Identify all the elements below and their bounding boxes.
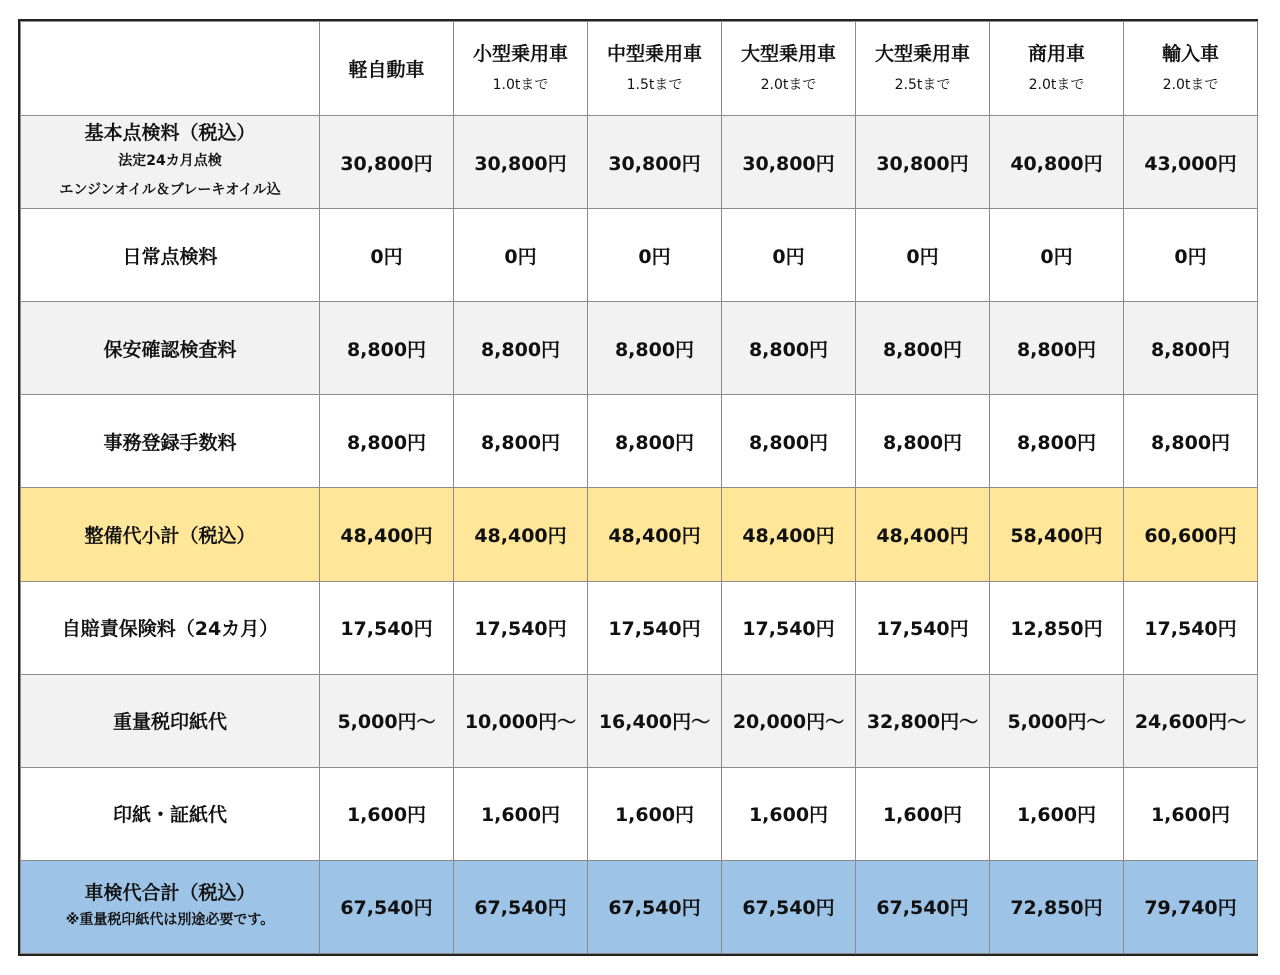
- price-cell: 58,400円: [990, 488, 1124, 581]
- column-header-imported: [1124, 22, 1258, 116]
- price-cell: 8,800円: [722, 395, 856, 488]
- row-label: 日常点検料: [21, 209, 320, 302]
- price-cell: 8,800円: [1124, 395, 1258, 488]
- price-cell: 0円: [722, 209, 856, 302]
- column-header-label: 大型乗用車: [874, 42, 970, 65]
- row-label: 重量税印紙代: [21, 674, 320, 767]
- price-cell: 1,600円: [990, 767, 1124, 860]
- price-cell: 67,540円: [856, 860, 990, 953]
- row-label: 保安確認検査料: [21, 302, 320, 395]
- price-cell: 48,400円: [454, 488, 588, 581]
- price-cell: 0円: [320, 209, 454, 302]
- price-cell: 8,800円: [454, 395, 588, 488]
- inspection-price-table: [20, 21, 1258, 954]
- price-cell: 8,800円: [990, 395, 1124, 488]
- price-cell: 67,540円: [320, 860, 454, 953]
- price-cell: 67,540円: [588, 860, 722, 953]
- column-header-weight: 2.5tまで: [894, 76, 951, 93]
- price-cell: 0円: [1124, 209, 1258, 302]
- row-label-note: ※重量税印紙代は別途必要です。: [65, 911, 275, 928]
- column-header-small: [454, 22, 588, 116]
- price-cell: 48,400円: [320, 488, 454, 581]
- column-header-large-2-5t: [856, 22, 990, 116]
- column-header-label: 輸入車: [1161, 42, 1219, 65]
- price-cell: 0円: [454, 209, 588, 302]
- column-header-weight: 2.0tまで: [1028, 76, 1085, 93]
- row-label: 印紙・証紙代: [21, 767, 320, 860]
- price-cell: 17,540円: [320, 581, 454, 674]
- price-cell: 0円: [990, 209, 1124, 302]
- table-row-stamp-fee: [21, 767, 1258, 860]
- price-cell: 30,800円: [320, 116, 454, 209]
- price-cell: 1,600円: [856, 767, 990, 860]
- row-label-cell: [21, 860, 320, 953]
- table-row-daily-inspection: [21, 209, 1258, 302]
- price-cell: 1,600円: [454, 767, 588, 860]
- table-header-row: [21, 22, 1258, 116]
- price-cell: 17,540円: [856, 581, 990, 674]
- price-cell: 0円: [856, 209, 990, 302]
- price-cell: 8,800円: [856, 302, 990, 395]
- price-cell: 0円: [588, 209, 722, 302]
- column-header-label: 大型乗用車: [740, 42, 836, 65]
- column-header-label: 商用車: [1027, 42, 1085, 65]
- price-cell: 30,800円: [722, 116, 856, 209]
- price-cell: 43,000円: [1124, 116, 1258, 209]
- column-header-weight: 2.0tまで: [760, 76, 817, 93]
- price-cell: 48,400円: [856, 488, 990, 581]
- row-label-sub: 法定24カ月点検: [118, 153, 222, 170]
- price-cell: 16,400円～: [588, 674, 722, 767]
- column-header-label: 小型乗用車: [472, 42, 568, 65]
- table-row-liability-insurance: [21, 581, 1258, 674]
- row-label: 事務登録手数料: [21, 395, 320, 488]
- price-cell: 17,540円: [722, 581, 856, 674]
- column-header-kei: [320, 22, 454, 116]
- price-cell: 20,000円～: [722, 674, 856, 767]
- column-header-weight: 1.0tまで: [492, 76, 549, 93]
- column-header-label: 軽自動車: [348, 59, 425, 82]
- row-label: 車検代合計（税込）: [84, 881, 256, 904]
- price-cell: 8,800円: [722, 302, 856, 395]
- column-header-weight: 1.5tまで: [626, 76, 683, 93]
- price-cell: 32,800円～: [856, 674, 990, 767]
- price-cell: 30,800円: [454, 116, 588, 209]
- table-row-basic-inspection: [21, 116, 1258, 209]
- price-cell: 79,740円: [1124, 860, 1258, 953]
- price-cell: 72,850円: [990, 860, 1124, 953]
- column-header-weight: 2.0tまで: [1162, 76, 1219, 93]
- table-row-safety-check: [21, 302, 1258, 395]
- row-label: 自賠責保険料（24カ月）: [21, 581, 320, 674]
- price-cell: 1,600円: [722, 767, 856, 860]
- price-cell: 10,000円～: [454, 674, 588, 767]
- header-corner-cell: [21, 22, 320, 116]
- table-row-inspection-total: [21, 860, 1258, 953]
- price-cell: 8,800円: [856, 395, 990, 488]
- column-header-commercial: [990, 22, 1124, 116]
- price-table-container: [18, 19, 1258, 956]
- price-cell: 60,600円: [1124, 488, 1258, 581]
- price-cell: 8,800円: [588, 302, 722, 395]
- price-cell: 17,540円: [1124, 581, 1258, 674]
- column-header-large-2t: [722, 22, 856, 116]
- price-cell: 17,540円: [588, 581, 722, 674]
- price-cell: 24,600円～: [1124, 674, 1258, 767]
- price-cell: 17,540円: [454, 581, 588, 674]
- price-cell: 48,400円: [722, 488, 856, 581]
- table-row-weight-tax: [21, 674, 1258, 767]
- price-cell: 30,800円: [856, 116, 990, 209]
- price-cell: 8,800円: [1124, 302, 1258, 395]
- price-cell: 67,540円: [454, 860, 588, 953]
- table-row-admin-fee: [21, 395, 1258, 488]
- price-cell: 40,800円: [990, 116, 1124, 209]
- price-cell: 8,800円: [320, 395, 454, 488]
- price-cell: 67,540円: [722, 860, 856, 953]
- price-cell: 30,800円: [588, 116, 722, 209]
- row-label-sub: エンジンオイル＆ブレーキオイル込: [59, 182, 281, 199]
- column-header-medium: [588, 22, 722, 116]
- price-cell: 1,600円: [588, 767, 722, 860]
- row-label-cell: [21, 116, 320, 209]
- price-cell: 8,800円: [588, 395, 722, 488]
- price-cell: 8,800円: [320, 302, 454, 395]
- row-label: 基本点検料（税込）: [84, 122, 256, 145]
- price-cell: 8,800円: [990, 302, 1124, 395]
- row-label: 整備代小計（税込）: [21, 488, 320, 581]
- price-cell: 5,000円～: [990, 674, 1124, 767]
- column-header-label: 中型乗用車: [606, 42, 702, 65]
- price-cell: 5,000円～: [320, 674, 454, 767]
- price-cell: 48,400円: [588, 488, 722, 581]
- table-row-maintenance-subtotal: [21, 488, 1258, 581]
- price-cell: 1,600円: [1124, 767, 1258, 860]
- price-cell: 1,600円: [320, 767, 454, 860]
- price-cell: 12,850円: [990, 581, 1124, 674]
- price-cell: 8,800円: [454, 302, 588, 395]
